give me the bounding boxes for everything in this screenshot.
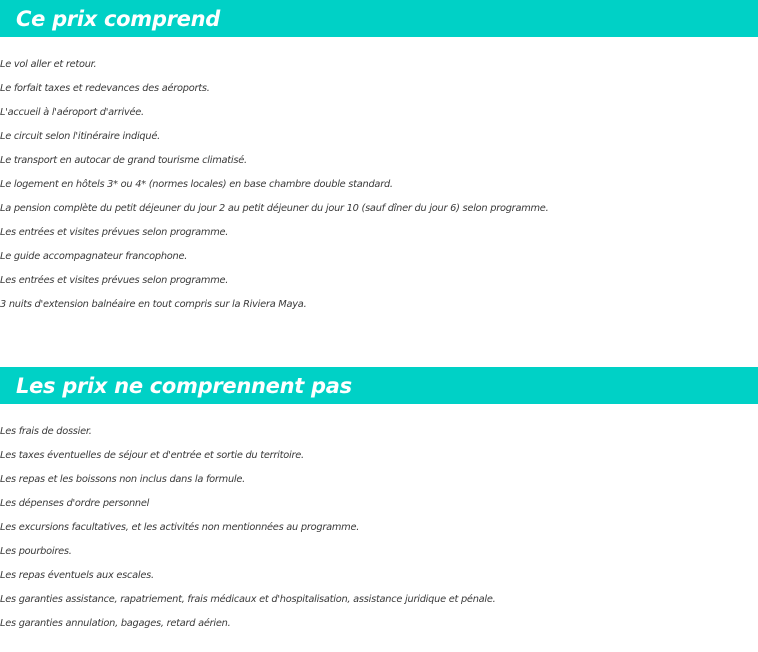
excluded-item: Les garanties assistance, rapatriement, frais médicaux et d'hospitalisation, assistance juridique et pénale. [0, 594, 496, 605]
included-item: L'accueil à l'aéroport d'arrivée. [0, 107, 144, 118]
included-item: Le circuit selon l'itinéraire indiqué. [0, 131, 160, 142]
excluded-item: Les frais de dossier. [0, 426, 92, 437]
excluded-item: Les dépenses d'ordre personnel [0, 498, 150, 509]
excluded-items-list [0, 420, 758, 636]
excluded-item: Les pourboires. [0, 546, 72, 557]
excluded-item: Les repas éventuels aux escales. [0, 570, 154, 581]
included-item: 3 nuits d'extension balnéaire en tout compris sur la Riviera Maya. [0, 299, 307, 310]
included-item: Le forfait taxes et redevances des aéroports. [0, 83, 210, 94]
excluded-item: Les repas et les boissons non inclus dans la formule. [0, 474, 246, 485]
included-item: Le logement en hôtels 3* ou 4* (normes locales) en base chambre double standard. [0, 179, 393, 190]
included-item: Les entrées et visites prévues selon programme. [0, 275, 229, 286]
excluded-item: Les taxes éventuelles de séjour et d'entrée et sortie du territoire. [0, 450, 304, 461]
included-item: La pension complète du petit déjeuner du jour 2 au petit déjeuner du jour 10 (sauf dîner du jour 6) selon programme. [0, 203, 549, 214]
included-item: Le vol aller et retour. [0, 59, 97, 70]
included-section-header [0, 0, 758, 37]
excluded-item: Les excursions facultatives, et les activités non mentionnées au programme. [0, 522, 360, 533]
included-section-title: Ce prix comprend [16, 6, 220, 31]
excluded-item: Les garanties annulation, bagages, retard aérien. [0, 618, 231, 629]
excluded-section-title: Les prix ne comprennent pas [16, 373, 352, 398]
excluded-section-header [0, 367, 758, 404]
included-items-list [0, 53, 758, 317]
included-item: Le guide accompagnateur francophone. [0, 251, 188, 262]
included-item: Les entrées et visites prévues selon programme. [0, 227, 229, 238]
included-item: Le transport en autocar de grand tourisme climatisé. [0, 155, 247, 166]
